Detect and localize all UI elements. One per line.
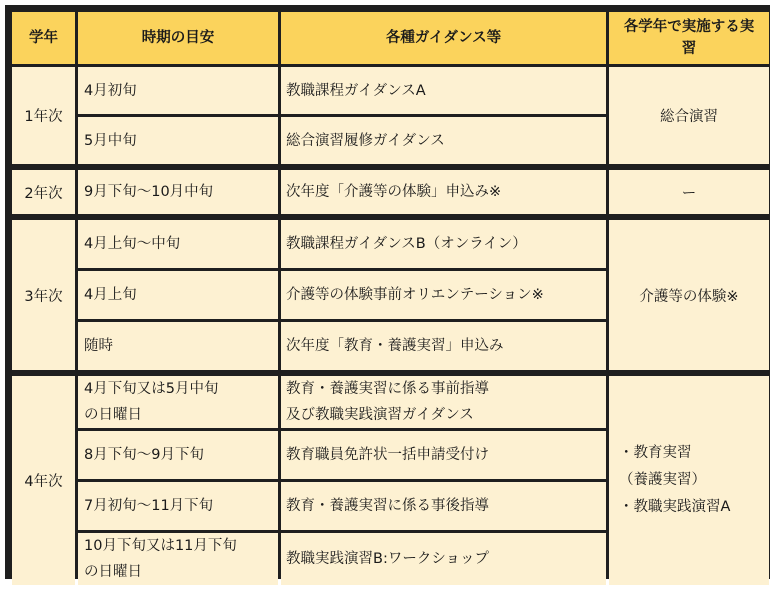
guidance-cell: 教職課程ガイダンスA <box>281 67 606 114</box>
header-guidance: 各種ガイダンス等 <box>281 12 606 64</box>
year2-practice: ー <box>609 170 769 214</box>
timing-cell: 9月下旬～10月中旬 <box>78 170 278 214</box>
practice-line: （養護実習） <box>619 472 706 488</box>
table-row <box>12 376 769 428</box>
year1-practice: 総合演習 <box>609 67 769 164</box>
timing-cell <box>78 376 278 428</box>
timing-cell <box>78 533 278 585</box>
guidance-cell: 教職課程ガイダンスB（オンライン） <box>281 220 606 268</box>
year3-practice: 介護等の体験※ <box>609 220 769 370</box>
practice-line: ・教育実習 <box>619 445 692 461</box>
guidance-cell: 総合演習履修ガイダンス <box>281 117 606 164</box>
timing-cell: 4月初旬 <box>78 67 278 114</box>
year4-practice <box>609 376 769 585</box>
header-practice-label: 各学年で実施する実習 <box>623 19 755 57</box>
schedule-table-frame <box>5 5 770 579</box>
header-timing: 時期の目安 <box>78 12 278 64</box>
timing-cell: 7月初旬～11月下旬 <box>78 482 278 530</box>
header-practice <box>609 12 769 64</box>
guidance-cell: 介護等の体験事前オリエンテーション※ <box>281 271 606 319</box>
year4-label: 4年次 <box>12 376 75 585</box>
year2-label: 2年次 <box>12 170 75 214</box>
header-row <box>12 12 769 64</box>
timing-line: 4月下旬又は5月中旬 <box>84 381 219 397</box>
table-row <box>12 67 769 114</box>
guidance-cell: 教育・養護実習に係る事後指導 <box>281 482 606 530</box>
timing-line: の日曜日 <box>84 564 142 580</box>
timing-line: 10月下旬又は11月下旬 <box>84 538 237 554</box>
header-year: 学年 <box>12 12 75 64</box>
guidance-cell: 教職実践演習B:ワークショップ <box>281 533 606 585</box>
guidance-line: 教育・養護実習に係る事前指導 <box>286 381 489 397</box>
timing-cell: 5月中旬 <box>78 117 278 164</box>
timing-line: の日曜日 <box>84 407 142 423</box>
guidance-cell: 次年度「教育・養護実習」申込み <box>281 322 606 370</box>
table-row <box>12 220 769 268</box>
guidance-cell: 教育職員免許状一括申請受付け <box>281 431 606 479</box>
schedule-table <box>9 9 772 588</box>
timing-cell: 随時 <box>78 322 278 370</box>
timing-cell: 8月下旬～9月下旬 <box>78 431 278 479</box>
practice-line: ・教職実践演習A <box>619 499 731 515</box>
timing-cell: 4月上旬～中旬 <box>78 220 278 268</box>
guidance-cell <box>281 376 606 428</box>
table-row <box>12 170 769 214</box>
guidance-line: 及び教職実践演習ガイダンス <box>286 407 474 423</box>
year1-label: 1年次 <box>12 67 75 164</box>
timing-cell: 4月上旬 <box>78 271 278 319</box>
guidance-cell: 次年度「介護等の体験」申込み※ <box>281 170 606 214</box>
year3-label: 3年次 <box>12 220 75 370</box>
